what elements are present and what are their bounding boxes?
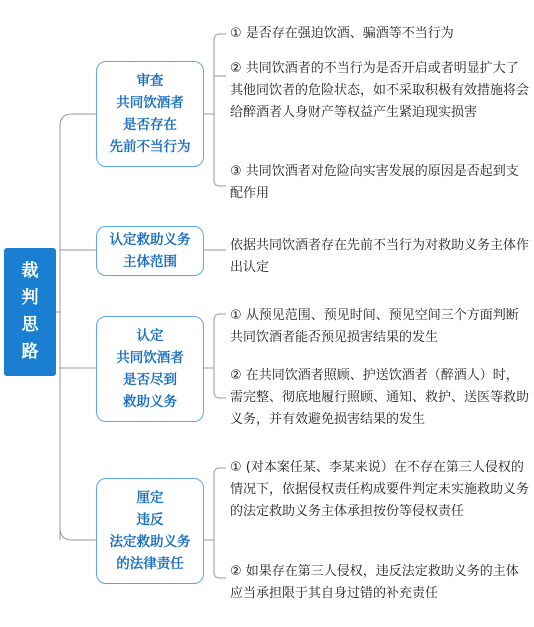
branch-node-4: [96, 478, 204, 584]
leaf-4-1: ① (对本案任某、李某来说）在不存在第三人侵权的情况下，依据侵权责任构成要件判定未实施救助义务的法定救助义务主体承担按份等侵权责任: [230, 460, 530, 519]
branch-label-1: 审查 共同饮酒者 是否存在 先前不当行为: [109, 73, 191, 155]
leaf-1-1: ① 是否存在强迫饮酒、骗酒等不当行为: [230, 26, 454, 41]
leaf-3-2: ② 在共同饮酒者照顾、护送饮酒者（醉酒人）时，需完整、彻底地履行照顾、通知、救护、送医等救助义务，并有效避免损害结果的发生: [230, 368, 530, 427]
leaf-2-1: 依据共同饮酒者存在先前不当行为对救助义务主体作出认定: [230, 238, 530, 275]
leaf-4-2: ② 如果存在第三人侵权，违反法定救助义务的主体应当承担限于其自身过错的补充责任: [230, 564, 519, 601]
branch-label-3: 认定 共同饮酒者 是否尽到 救助义务: [116, 328, 184, 410]
root-label: 裁判思路: [21, 261, 39, 362]
leaf-1-2: ② 共同饮酒者的不当行为是否开启或者明显扩大了其他同饮者的危险状态，如不采取积极有效措施将会给醉酒者人身财产等权益产生紧迫现实损害: [230, 61, 530, 120]
branch-node-1: [96, 61, 204, 167]
branch-label-2: 认定救助义务 主体范围: [109, 232, 191, 270]
leaf-1-3: ③ 共同饮酒者对危险向实害发展的原因是否起到支配作用: [230, 164, 519, 201]
root-node: [4, 248, 56, 376]
branch-node-2: [96, 226, 204, 276]
branch-label-4: 厘定 违反 法定救助义务 的法律责任: [109, 490, 191, 572]
leaf-3-1: ① 从预见范围、预见时间、预见空间三个方面判断共同饮酒者能否预见损害结果的发生: [230, 308, 519, 345]
branch-node-3: [96, 316, 204, 422]
